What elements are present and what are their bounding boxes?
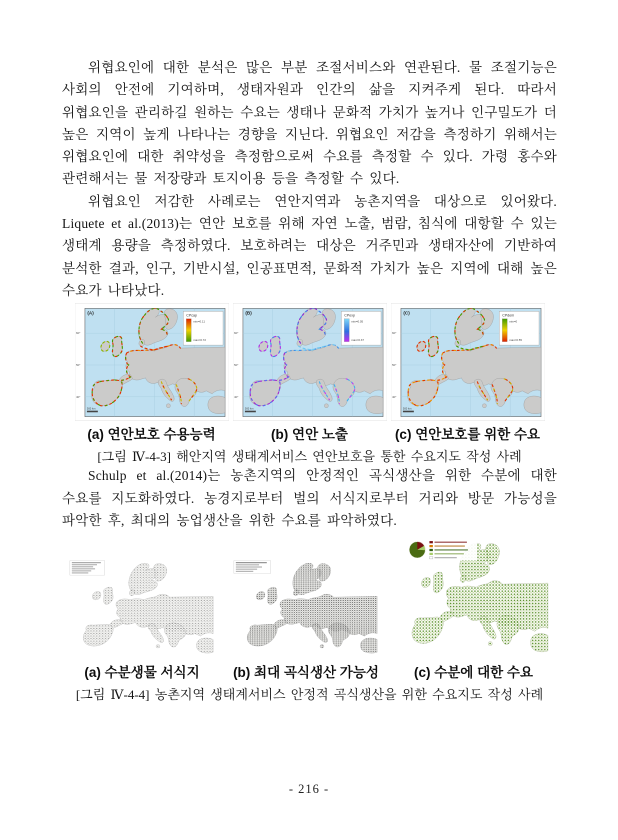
map-pollination-demand <box>395 538 552 659</box>
map-crop-production-potential <box>231 559 381 659</box>
legend-colorbar <box>186 319 191 342</box>
subcaption-a: (a) 수분생물 서식지 <box>84 665 200 681</box>
figure2-caption: [그림 Ⅳ-4-4] 농촌지역 생태계서비스 안정적 곡식생산을 위한 수요지도 작성 사례 <box>75 687 544 703</box>
figure1-subcaptions <box>62 423 557 443</box>
lat-tick: 40° <box>391 395 396 400</box>
lat-tick: 50° <box>75 363 80 368</box>
legend-min: min=0.11 <box>192 319 205 324</box>
figure1-coastal-maps <box>62 303 557 421</box>
legend-colorbar <box>344 319 349 342</box>
lat-tick: 40° <box>233 395 238 400</box>
lat-tick: 50° <box>391 363 396 368</box>
map-coastal-capacity <box>75 303 229 421</box>
map-legend <box>70 561 105 575</box>
map-legend <box>183 312 223 346</box>
pie-legend <box>406 539 477 561</box>
paragraph-threat-analysis: 위협요인에 대한 분석은 많은 부분 조절서비스와 연관된다. 물 조절기능은 사회의 안전에 기여하며, 생태자원과 인간의 삶을 지켜주게 된다. 따라서 위협요인을 관리하길 원하는 수요는 생태나 문화적 가치가 높거나 인구밀도가 더 높은 지역이 높게 나타나는 경향을 지닌다. 위협요인 저감을 측정하기 위해서는 위협요인에 대한 취약성을 측정함으로써 수요를 측정할 수 있다. 가령 홍수와 관련해서는 물 저장량과 토지이용 등을 측정할 수 있다. <box>62 60 557 187</box>
panel-label: (A) <box>86 310 94 316</box>
paragraph-pollination: Schulp et al.(2014)는 농촌지역의 안정적인 곡식생산을 위한 수분에 대한 수요를 지도화하였다. 농경지로부터 벌의 서식지로부터 거리와 방문 가능성을 파악한 후, 최대의 농업생산을 위한 수요를 파악하였다. <box>62 468 557 528</box>
map-coastal-demand <box>391 303 545 421</box>
panel-label: (C) <box>402 310 410 316</box>
map-pollinator-habitat <box>67 559 217 659</box>
subcaption-a: (a) 연안보호 수용능력 <box>87 427 216 443</box>
svg-text:500 km: 500 km <box>244 407 253 411</box>
lat-tick: 60° <box>75 331 80 336</box>
figure2-pollination-maps <box>62 538 557 659</box>
svg-text:500 km: 500 km <box>86 407 95 411</box>
map-legend <box>234 561 271 574</box>
map-legend <box>341 312 381 346</box>
map-coastal-exposure <box>233 303 387 421</box>
legend-colorbar <box>502 319 507 342</box>
subcaption-b: (b) 최대 곡식생산 가능성 <box>233 665 379 681</box>
lat-tick: 50° <box>233 363 238 368</box>
legend-min: min=0.05 <box>350 319 363 324</box>
map-legend <box>499 312 539 346</box>
legend-max: max=0.37 <box>350 338 364 343</box>
lat-tick: 60° <box>233 331 238 336</box>
subcaption-b: (b) 연안 노출 <box>271 427 348 443</box>
legend-title: CPcap <box>185 313 197 318</box>
subcaption-c: (c) 연안보호를 위한 수요 <box>394 427 541 443</box>
figure2-subcaptions <box>62 661 557 681</box>
panel-label: (B) <box>244 310 252 316</box>
paragraph-coastal-cases: 위협요인 저감한 사례로는 연안지역과 농촌지역을 대상으로 있어왔다. Liquete et al.(2013)는 연안 보호를 위해 자연 노출, 범람, 침식에 대항할 수 있는 생태계 용량을 측정하였다. 보호하려는 대상은 거주민과 생태자산에 기반하여 분석한 결과, 인구, 기반시설, 인공표면적, 문화적 가치가 높은 지역에 대해 높은 수요가 나타났다. <box>62 193 557 298</box>
legend-title: CPexp <box>343 313 355 318</box>
svg-text:500 km: 500 km <box>402 407 411 411</box>
lat-tick: 60° <box>391 331 396 336</box>
legend-title: CPdem <box>501 313 514 318</box>
figure1-caption: [그림 Ⅳ-4-3] 해안지역 생태계서비스 연안보호을 통한 수요지도 작성 사례 <box>97 449 522 465</box>
pie-chart <box>409 542 425 558</box>
legend-min: min=0 <box>508 319 517 324</box>
subcaption-c: (c) 수분에 대한 수요 <box>413 665 534 681</box>
legend-max: max=0.72 <box>192 338 206 343</box>
legend-max: max=0.55 <box>508 338 522 343</box>
lat-tick: 40° <box>75 395 80 400</box>
page-number: - 216 - <box>288 782 330 796</box>
